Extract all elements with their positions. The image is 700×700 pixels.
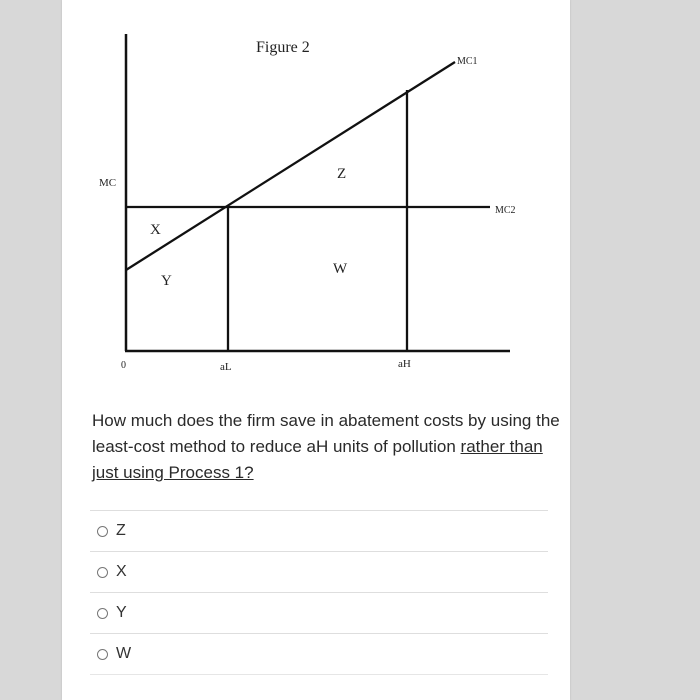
radio-button-icon[interactable] [97, 567, 108, 578]
option-x[interactable] [90, 551, 548, 592]
option-label: Y [116, 604, 127, 621]
mc2-label: MC2 [495, 205, 516, 216]
y-axis-label: MC [99, 177, 117, 189]
radio-button-icon[interactable] [97, 526, 108, 537]
figure-title: Figure 2 [256, 39, 310, 56]
option-z[interactable] [90, 510, 548, 551]
region-y-label: Y [161, 273, 172, 289]
x-tick-al: aL [220, 361, 232, 373]
mc1-label: MC1 [457, 56, 478, 67]
option-label: Z [116, 522, 126, 539]
question-text-main: How much does the firm save in abatement costs by using the least-cost method to reduce aH units of pollution [92, 411, 560, 456]
x-tick-ah: aH [398, 358, 411, 370]
answer-options [90, 510, 548, 675]
origin-label: 0 [121, 360, 126, 371]
region-w-label: W [333, 261, 348, 277]
option-label: X [116, 563, 127, 580]
option-label: W [116, 645, 132, 662]
option-w[interactable] [90, 633, 548, 675]
question-text [92, 408, 562, 486]
radio-button-icon[interactable] [97, 649, 108, 660]
radio-button-icon[interactable] [97, 608, 108, 619]
option-y[interactable] [90, 592, 548, 633]
mc1-line [126, 62, 455, 270]
question-text-underlined: rather than just using Process 1? [92, 437, 543, 482]
region-x-label: X [150, 222, 161, 238]
region-z-label: Z [337, 166, 347, 182]
